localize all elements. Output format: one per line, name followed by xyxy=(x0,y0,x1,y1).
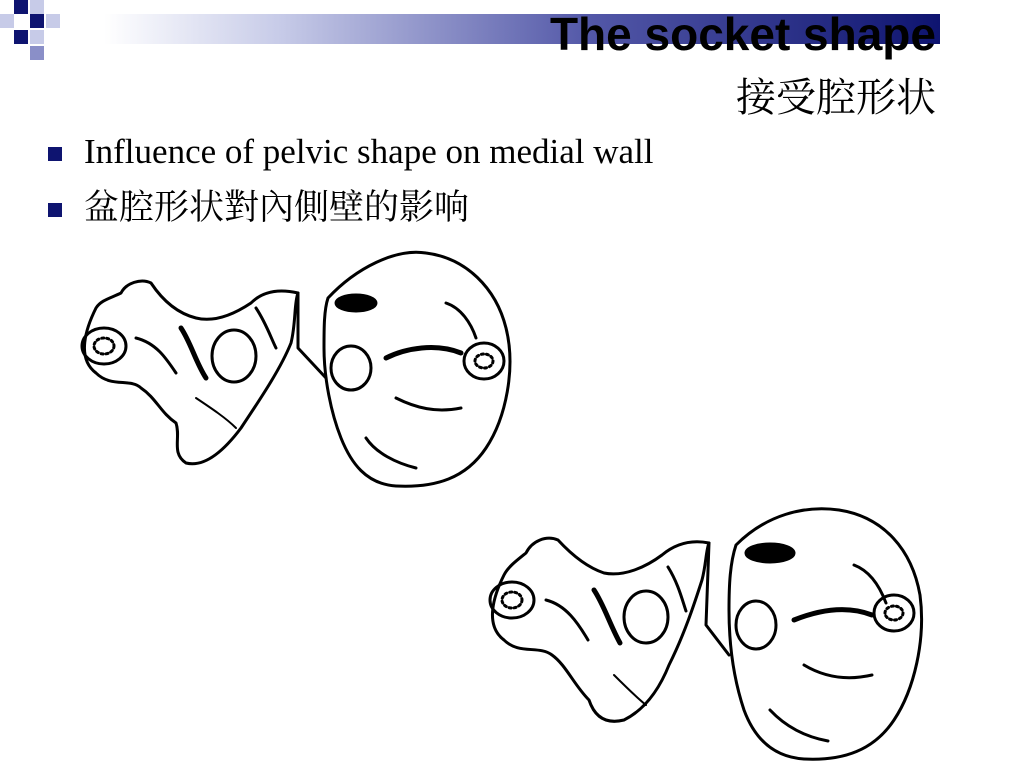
bullet-item xyxy=(46,188,654,228)
bullet-item xyxy=(46,132,654,172)
bullet-text: 盆腔形状對內側壁的影响 xyxy=(84,188,470,227)
bullet-text: Influence of pelvic shape on medial wall xyxy=(84,132,654,171)
pelvis-socket-drawing-icon xyxy=(66,248,522,488)
slide-subtitle-chinese: 接受腔形状 xyxy=(736,75,936,121)
square-bullet-icon xyxy=(48,147,62,161)
square-bullet-icon xyxy=(48,203,62,217)
bullet-list xyxy=(46,132,654,244)
slide-title: The socket shape xyxy=(549,8,936,60)
pelvis-socket-drawing-icon xyxy=(474,505,930,763)
